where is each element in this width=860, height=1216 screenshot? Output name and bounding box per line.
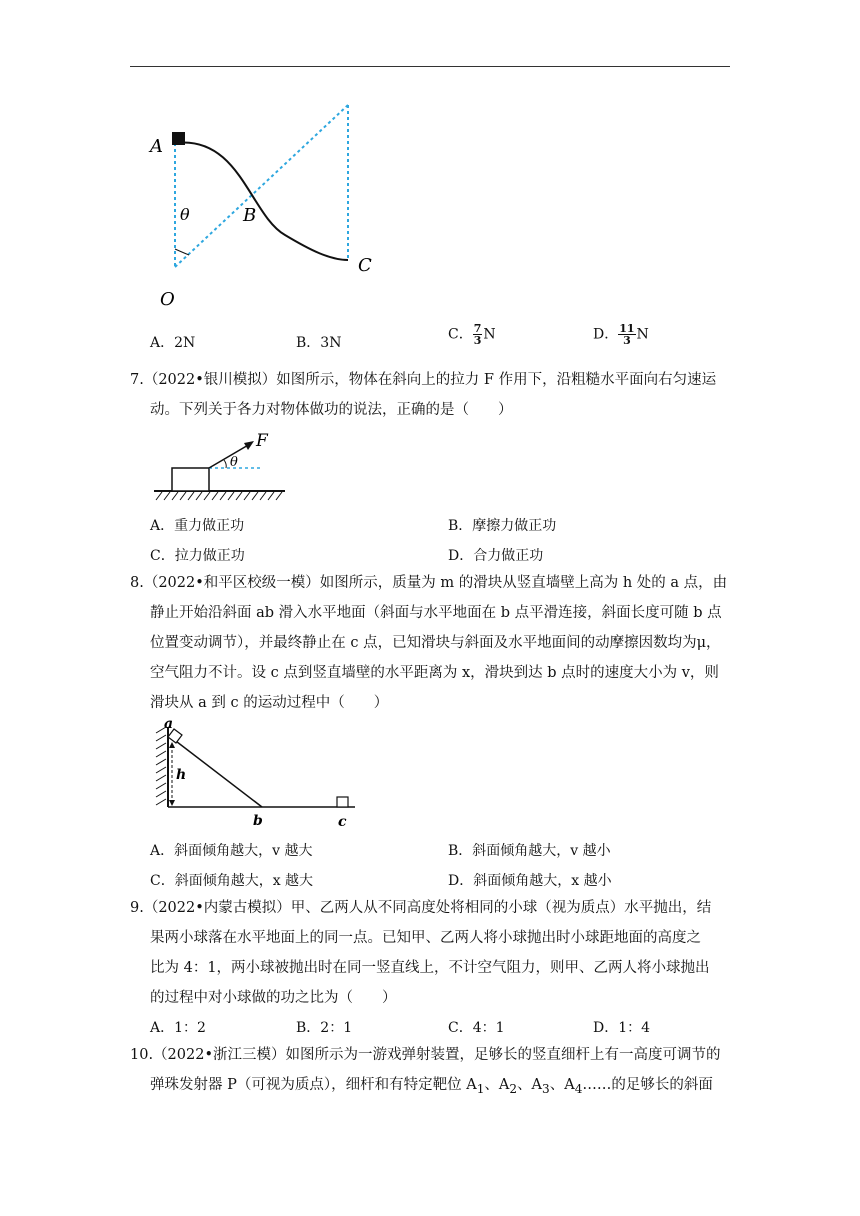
question-10 [130, 1040, 730, 1104]
q8-line-3: 位置变动调节），并最终静止在 c 点，已知滑块与斜面及水平地面间的动摩擦因数均为μ， [150, 635, 721, 651]
q6-option-d-unit: N [636, 326, 649, 343]
q6-option-d-prefix: D． [593, 326, 619, 343]
q6-option-d[interactable] [593, 323, 649, 346]
q9-line-3: 比为 4：1，两小球被抛出时在同一竖直线上，不计空气阻力，则甲、乙两人将小球抛出 [150, 960, 710, 976]
force-arrowhead [244, 441, 254, 450]
q8-line-5: 滑块从 a 到 c 的运动过程中（ ） [150, 695, 389, 711]
q8-option-d[interactable]: D．斜面倾角越大，x 越小 [448, 873, 612, 889]
question-7 [130, 365, 730, 425]
q6-option-b[interactable]: B．3N [296, 335, 342, 351]
subscript-1: 1 [476, 1081, 485, 1096]
label-h: h [176, 767, 187, 783]
angle-arc [175, 249, 189, 255]
subscript-2: 2 [509, 1081, 518, 1096]
height-arrowhead-bottom [169, 800, 175, 806]
q9-line-1: 9.（2022•内蒙古模拟）甲、乙两人从不同高度处将相同的小球（视为质点）水平抛出，结 [130, 900, 712, 916]
ground-hatch [156, 492, 282, 500]
theta-arc [224, 460, 226, 468]
q8-option-b[interactable]: B．斜面倾角越大，v 越小 [448, 843, 611, 859]
q8-line-1: 8.（2022•和平区校级一模）如图所示，质量为 m 的滑块从竖直墙壁上高为 h 处的 a 点，由 [130, 575, 728, 591]
fraction-11-3 [618, 323, 635, 346]
separator-a4: 、A [549, 1077, 575, 1093]
q7-option-c[interactable]: C．拉力做正功 [150, 548, 245, 564]
wall-hatch [156, 727, 166, 805]
figure-curve-abc [140, 95, 390, 310]
q6-option-c[interactable] [448, 323, 496, 346]
q7-options-row-2 [150, 545, 750, 569]
q9-line-2: 果两小球落在水平地面上的同一点。已知甲、乙两人将小球抛出时小球距地面的高度之 [150, 930, 701, 946]
header-rule [130, 66, 730, 67]
q9-option-b[interactable]: B．2：1 [296, 1020, 353, 1036]
height-arrowhead-top [169, 742, 175, 748]
fraction-7-3 [473, 323, 483, 346]
q10-line-2 [130, 1070, 730, 1104]
q8-options-row-1 [150, 840, 750, 864]
q10-line-2-post: ……的足够长的斜面 [582, 1077, 713, 1093]
label-b: B [243, 205, 257, 226]
q10-line-2-pre: 弹珠发射器 P（可视为质点），细杆和有特定靶位 A [150, 1077, 477, 1093]
q7-line-2: 动。下列关于各力对物体做功的说法，正确的是（ ） [150, 402, 513, 418]
label-o: O [160, 289, 175, 310]
q6-options [150, 322, 750, 356]
separator-a3: 、A [517, 1077, 543, 1093]
q6-option-c-prefix: C． [448, 326, 473, 343]
q8-option-a[interactable]: A．斜面倾角越大，v 越大 [150, 843, 313, 859]
q8-options-row-2 [150, 870, 750, 894]
q9-options [150, 1017, 750, 1041]
q8-line-4: 空气阻力不计。设 c 点到竖直墙壁的水平距离为 x，滑块到达 b 点时的速度大小为 v，则 [150, 665, 719, 681]
q7-option-a[interactable]: A．重力做正功 [150, 518, 245, 534]
q6-option-c-unit: N [483, 326, 496, 343]
label-c: C [358, 255, 372, 276]
figure-incline-wall [150, 715, 360, 830]
q9-option-d[interactable]: D．1：4 [593, 1020, 651, 1036]
curve-abc [175, 142, 348, 260]
label-a: A [150, 136, 163, 157]
label-theta: θ [180, 205, 190, 224]
q6-option-a[interactable]: A．2N [150, 335, 196, 351]
q7-option-b[interactable]: B．摩擦力做正功 [448, 518, 557, 534]
q9-option-c[interactable]: C．4：1 [448, 1020, 505, 1036]
question-9 [130, 893, 730, 1013]
fraction-numerator: 7 [473, 322, 482, 335]
dashed-line-ob-extended [175, 105, 348, 267]
q7-options-row-1 [150, 515, 750, 539]
label-a-q8: a [164, 716, 174, 732]
q7-option-d[interactable]: D．合力做正功 [448, 548, 544, 564]
label-b-q8: b [253, 813, 263, 829]
q9-line-4: 的过程中对小球做的功之比为（ ） [150, 990, 397, 1006]
label-f: F [256, 431, 268, 451]
q10-line-1: 10.（2022•浙江三模）如图所示为一游戏弹射装置，足够长的竖直细杆上有一高度可调节的 [130, 1047, 721, 1063]
fraction-denominator: 3 [473, 334, 482, 347]
block-c [337, 797, 348, 807]
q9-option-a[interactable]: A．1：2 [150, 1020, 206, 1036]
figure-block-force [150, 430, 290, 508]
fraction-denominator: 3 [623, 334, 631, 347]
block [172, 468, 209, 491]
subscript-3: 3 [542, 1081, 550, 1096]
q8-line-2: 静止开始沿斜面 ab 滑入水平地面（斜面与水平地面在 b 点平滑连接，斜面长度可随 b 点 [150, 605, 722, 621]
separator-a2: 、A [484, 1077, 510, 1093]
subscript-4: 4 [574, 1081, 583, 1096]
block-a [172, 132, 185, 145]
question-8 [130, 568, 730, 718]
q7-line-1: 7.（2022•银川模拟）如图所示，物体在斜向上的拉力 F 作用下，沿粗糙水平面向右匀速运 [130, 372, 717, 388]
q8-option-c[interactable]: C．斜面倾角越大，x 越大 [150, 873, 314, 889]
fraction-numerator: 11 [619, 322, 635, 335]
label-theta-q7: θ [230, 455, 238, 470]
label-c-q8: c [338, 814, 347, 830]
